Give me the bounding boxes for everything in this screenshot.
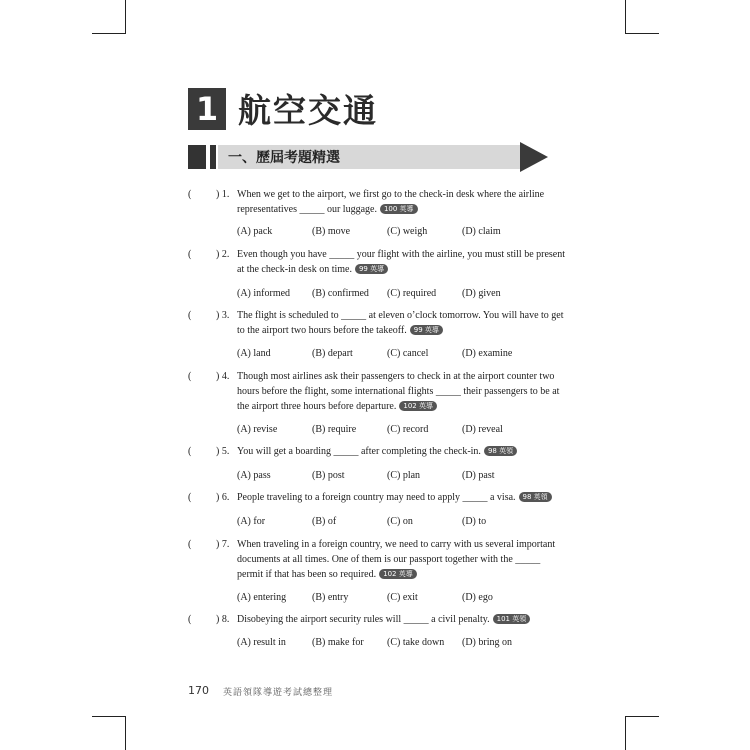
option-a[interactable]: (A) land [237, 348, 271, 359]
option-b[interactable]: (B) post [312, 470, 345, 481]
option-c[interactable]: (C) plan [387, 470, 421, 481]
question-stem: The flight is scheduled to _____ at eleven o’clock tomorrow. You will have to get to the airport two hours before the takeoff. 99 英導 [237, 310, 564, 336]
exam-badge: 101 英領 [493, 614, 531, 624]
crop-mark [92, 716, 126, 717]
option-a[interactable]: (A) revise [237, 424, 278, 435]
question-number: ) 3. [216, 310, 230, 321]
banner-bar [210, 145, 216, 169]
section-title: 一、歷屆考題精選 [228, 150, 340, 166]
question-number: ) 1. [216, 189, 230, 200]
crop-mark [625, 33, 659, 34]
question-stem: When we get to the airport, we first go to the check-in desk where the airline representatives _____ our luggage. 100 英導 [237, 189, 545, 215]
option-b[interactable]: (B) confirmed [312, 288, 369, 299]
option-c[interactable]: (C) on [387, 516, 413, 527]
option-c[interactable]: (C) exit [387, 592, 418, 603]
question-number: ) 4. [216, 371, 230, 382]
option-b[interactable]: (B) of [312, 516, 337, 527]
option-c[interactable]: (C) cancel [387, 348, 429, 359]
option-d[interactable]: (D) given [462, 288, 501, 299]
question-stem: You will get a boarding _____ after completing the check-in. 98 英領 [237, 444, 567, 459]
options [237, 635, 567, 650]
option-c[interactable]: (C) record [387, 424, 429, 435]
crop-mark [625, 716, 626, 750]
option-b[interactable]: (B) move [312, 226, 351, 237]
question-stem: Though most airlines ask their passengers to check in at the airport counter two hours before the flight, some international flights _____ their passengers to be at the airport three hours before departure. 102 英導 [237, 371, 560, 412]
crop-mark [92, 33, 126, 34]
answer-blank[interactable]: ( [188, 249, 192, 260]
option-b[interactable]: (B) entry [312, 592, 349, 603]
answer-blank[interactable]: ( [188, 614, 192, 625]
options [237, 286, 567, 301]
exam-badge: 102 英導 [399, 401, 437, 411]
answer-blank[interactable]: ( [188, 446, 192, 457]
exam-badge: 102 英導 [379, 569, 417, 579]
crop-mark [125, 0, 126, 34]
option-c[interactable]: (C) weigh [387, 226, 428, 237]
arrow-right-icon [520, 142, 548, 172]
answer-blank[interactable]: ( [188, 371, 192, 382]
option-a[interactable]: (A) pack [237, 226, 273, 237]
option-a[interactable]: (A) result in [237, 637, 286, 648]
answer-blank[interactable]: ( [188, 492, 192, 503]
crop-mark [625, 716, 659, 717]
question-stem: When traveling in a foreign country, we need to carry with us several important documents at all times. One of them is our passport together with the _____ permit if that has been so required. 102 英導 [237, 539, 556, 580]
section-banner [188, 145, 560, 169]
option-b[interactable]: (B) make for [312, 637, 364, 648]
question-number: ) 2. [216, 249, 230, 260]
answer-blank[interactable]: ( [188, 189, 192, 200]
book-title: 英語領隊導遊考試總整理 [223, 688, 334, 698]
options [237, 422, 567, 437]
question-number: ) 8. [216, 614, 230, 625]
option-d[interactable]: (D) claim [462, 226, 501, 237]
options [237, 346, 567, 361]
option-d[interactable]: (D) examine [462, 348, 513, 359]
option-d[interactable]: (D) past [462, 470, 495, 481]
option-c[interactable]: (C) take down [387, 637, 445, 648]
crop-mark [125, 716, 126, 750]
crop-mark [625, 0, 626, 34]
question-number: ) 5. [216, 446, 230, 457]
question-stem: People traveling to a foreign country may need to apply _____ a visa. 98 英領 [237, 490, 567, 505]
banner-bar [188, 145, 206, 169]
option-d[interactable]: (D) to [462, 516, 487, 527]
options [237, 468, 567, 483]
chapter-heading [188, 85, 378, 132]
options [237, 590, 567, 605]
question-number: ) 6. [216, 492, 230, 503]
question-stem: Disobeying the airport security rules will _____ a civil penalty. 101 英領 [237, 612, 567, 627]
option-d[interactable]: (D) ego [462, 592, 493, 603]
exam-badge: 98 英領 [484, 446, 517, 456]
option-d[interactable]: (D) reveal [462, 424, 503, 435]
option-a[interactable]: (A) entering [237, 592, 287, 603]
option-b[interactable]: (B) depart [312, 348, 353, 359]
exam-badge: 98 英領 [519, 492, 552, 502]
question-number: ) 7. [216, 539, 230, 550]
option-a[interactable]: (A) pass [237, 470, 271, 481]
option-a[interactable]: (A) informed [237, 288, 291, 299]
option-d[interactable]: (D) bring on [462, 637, 512, 648]
exam-badge: 99 英導 [410, 325, 443, 335]
option-c[interactable]: (C) required [387, 288, 437, 299]
option-a[interactable]: (A) for [237, 516, 266, 527]
exam-badge: 100 英導 [380, 204, 418, 214]
chapter-title: 航空交通 [238, 91, 378, 130]
question-stem: Even though you have _____ your flight with the airline, you must still be present at the check-in desk on time. 99 英導 [237, 249, 566, 275]
answer-blank[interactable]: ( [188, 539, 192, 550]
options [237, 224, 567, 239]
chapter-number: 1 [188, 88, 226, 130]
page-number: 170 [188, 684, 209, 697]
answer-blank[interactable]: ( [188, 310, 192, 321]
option-b[interactable]: (B) require [312, 424, 357, 435]
exam-badge: 99 英導 [355, 264, 388, 274]
options [237, 514, 567, 529]
